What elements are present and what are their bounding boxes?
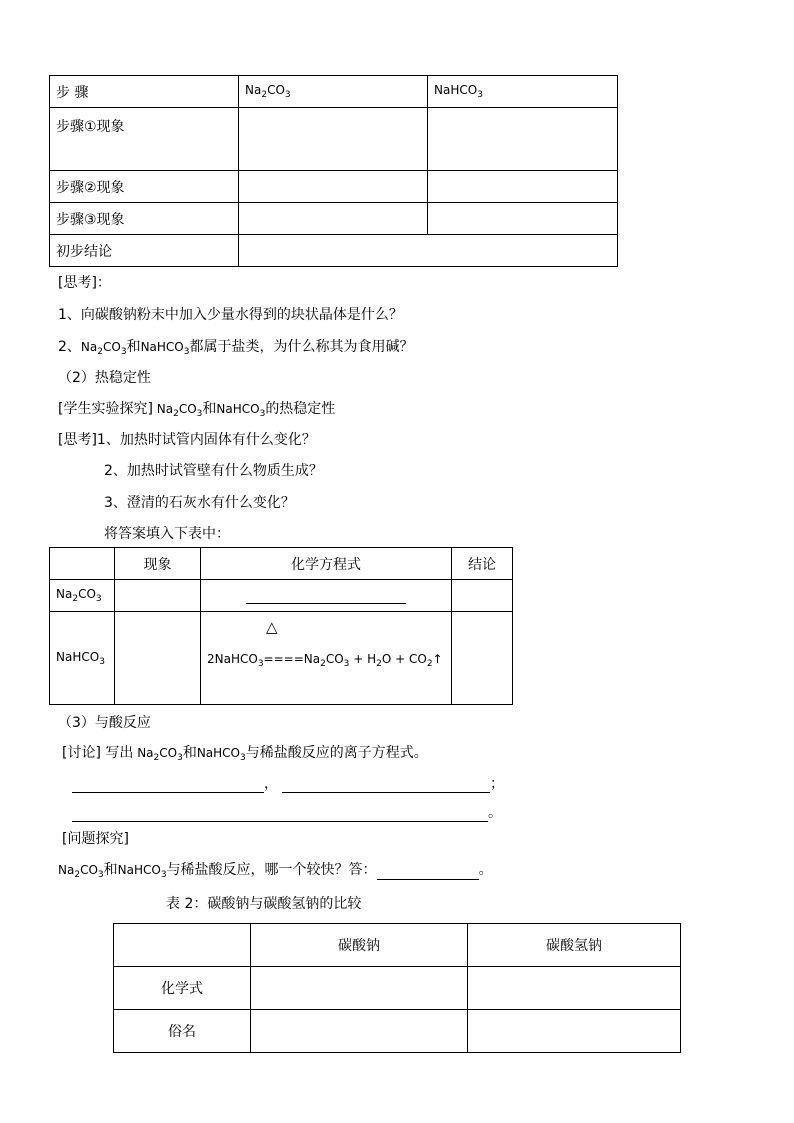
steps-conclusion-cell[interactable] [239,235,618,267]
comparison-row-common-name-na2co3[interactable] [251,1010,468,1053]
think2-question-3: 3、澄清的石灰水有什么变化？ [104,495,295,511]
steps-row-3-label: 步骤③现象 [50,203,239,235]
thermal-row-na2co3-label: $Na_2CO_3$ [50,580,115,612]
answer-line-1: ， ； [72,773,504,793]
think2-question-1: [思考]1、加热时试管内固体有什么变化？ [58,432,316,448]
thermal-row-na2co3-equation[interactable] [201,580,452,612]
thermal-row-na2co3-phenomenon[interactable] [115,580,201,612]
ionic-equation-blank-3[interactable] [72,807,488,822]
thermal-row-nahco3-conclusion[interactable] [452,612,513,705]
steps-row-2-na2co3-cell[interactable] [239,171,428,203]
think-question-1: 1、向碳酸钠粉末中加入少量水得到的块状晶体是什么？ [58,307,403,323]
think2-question-2: 2、加热时试管壁有什么物质生成？ [104,463,323,479]
comparison-row-formula-na2co3[interactable] [251,967,468,1010]
comparison-header-blank [114,924,251,967]
comparison-row-formula-nahco3[interactable] [468,967,681,1010]
experiment-line: [学生实验探究] $Na_2CO_3$和NaHCO$_3$的热稳定性 [58,401,336,419]
comparison-row-common-name-nahco3[interactable] [468,1010,681,1053]
inquiry-question: $Na_2CO_3$和NaHCO$_3$与稀盐酸反应，哪一个较快？答： 。 [58,862,493,880]
thermal-header-conclusion: 结论 [452,548,513,580]
heat-symbol: △ [266,618,278,636]
steps-row-4-label: 初步结论 [50,235,239,267]
comparison-header-sodium-carbonate: 碳酸钠 [251,924,468,967]
fill-hint: 将答案填入下表中： [104,526,230,542]
thermal-header-equation: 化学方程式 [201,548,452,580]
nahco3-decomposition-equation: $2NaHCO_3====Na_2CO_3 + H_2O$ + $CO_2↑$ [207,652,443,669]
ionic-equation-blank-1[interactable] [72,778,264,793]
steps-header-nahco3: NaHCO$_3$ [428,76,618,108]
thermal-row-nahco3-equation [201,612,452,705]
thermal-row-na2co3-conclusion[interactable] [452,580,513,612]
steps-header-na2co3: $Na_2CO_3$ [239,76,428,108]
steps-row-3-na2co3-cell[interactable] [239,203,428,235]
comparison-table [113,923,681,1053]
steps-row-3-nahco3-cell[interactable] [428,203,618,235]
steps-header-step: 步 骤 [50,76,239,108]
comparison-row-common-name-label: 俗名 [114,1010,251,1053]
steps-row-2-label: 步骤②现象 [50,171,239,203]
section-2-title: （2）热稳定性 [58,370,151,386]
answer-line-2: 。 [72,802,502,822]
steps-row-1-label: 步骤①现象 [50,108,239,171]
answer-blank[interactable] [377,865,479,880]
think-question-2: 2、$Na_2CO_3$和NaHCO$_3$都属于盐类，为什么称其为食用碱？ [58,339,414,357]
section-3-title: （3）与酸反应 [58,715,151,731]
think-heading: [思考]： [58,275,111,291]
comparison-header-sodium-bicarbonate: 碳酸氢钠 [468,924,681,967]
discussion-line: [讨论] 写出 $Na_2CO_3$和NaHCO$_3$与稀盐酸反应的离子方程式。 [62,745,428,763]
thermal-header-blank [50,548,115,580]
steps-table [49,75,618,267]
inquiry-heading: [问题探究] [62,831,129,847]
thermal-table [49,547,513,705]
steps-row-1-na2co3-cell[interactable] [239,108,428,171]
table-2-caption: 表 2：碳酸钠与碳酸氢钠的比较 [166,896,362,912]
thermal-header-phenomenon: 现象 [115,548,201,580]
steps-row-1-nahco3-cell[interactable] [428,108,618,171]
thermal-row-nahco3-phenomenon[interactable] [115,612,201,705]
equation-blank-line[interactable] [246,589,406,604]
ionic-equation-blank-2[interactable] [282,778,490,793]
thermal-row-nahco3-label: NaHCO$_3$ [50,612,115,705]
steps-row-2-nahco3-cell[interactable] [428,171,618,203]
comparison-row-formula-label: 化学式 [114,967,251,1010]
